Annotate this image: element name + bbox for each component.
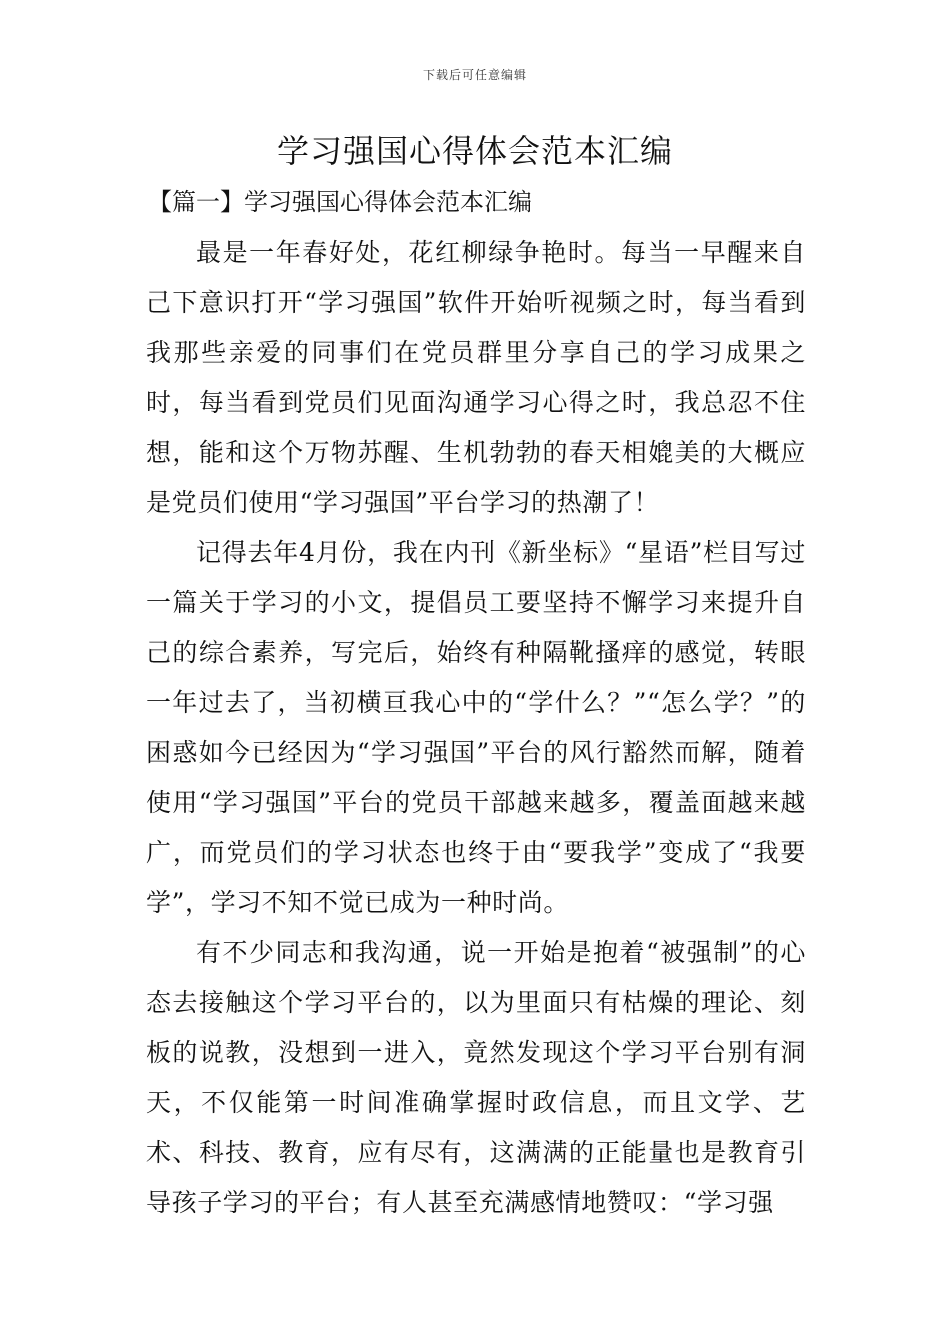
document-title: 学习强国心得体会范本汇编 — [276, 132, 673, 170]
header-note: 下载后可任意编辑 — [422, 68, 527, 82]
paragraph-3: 有不少同志和我沟通，说一开始是抱着“被强制”的心态去接触这个学习平台的，以为里面只有枯燥的理论、刻板的说教，没想到一进入，竟然发现这个学习平台别有洞天，不仅能第一时间准确掌握时政信息，而且文学、艺术、科技、教育，应有尽有，这满满的正能量也是教育引导孩子学习的平台；有人甚至充满感情地赞叹：“学习强 — [146, 938, 806, 1217]
paragraph-2: 记得去年4月份，我在内刊《新坐标》“星语”栏目写过一篇关于学习的小文，提倡员工要坚持不懈学习来提升自己的综合素养，写完后，始终有种隔靴搔痒的感觉，转眼一年过去了，当初横亘我心中的“学什么？”“怎么学？”的困惑如今已经因为“学习强国”平台的风行豁然而解，随着使用“学习强国”平台的党员干部越来越多，覆盖面越来越广，而党员们的学习状态也终于由“要我学”变成了“我要学”，学习不知不觉已成为一种时尚。 — [146, 538, 806, 917]
section-heading: 【篇一】学习强国心得体会范本汇编 — [148, 188, 532, 216]
paragraph-1: 最是一年春好处，花红柳绿争艳时。每当一早醒来自己下意识打开“学习强国”软件开始听视频之时，每当看到我那些亲爱的同事们在党员群里分享自己的学习成果之时，每当看到党员们见面沟通学习心得之时，我总忍不住想，能和这个万物苏醒、生机勃勃的春天相媲美的大概应是党员们使用“学习强国”平台学习的热潮了！ — [146, 238, 806, 517]
body-text — [146, 228, 806, 1228]
